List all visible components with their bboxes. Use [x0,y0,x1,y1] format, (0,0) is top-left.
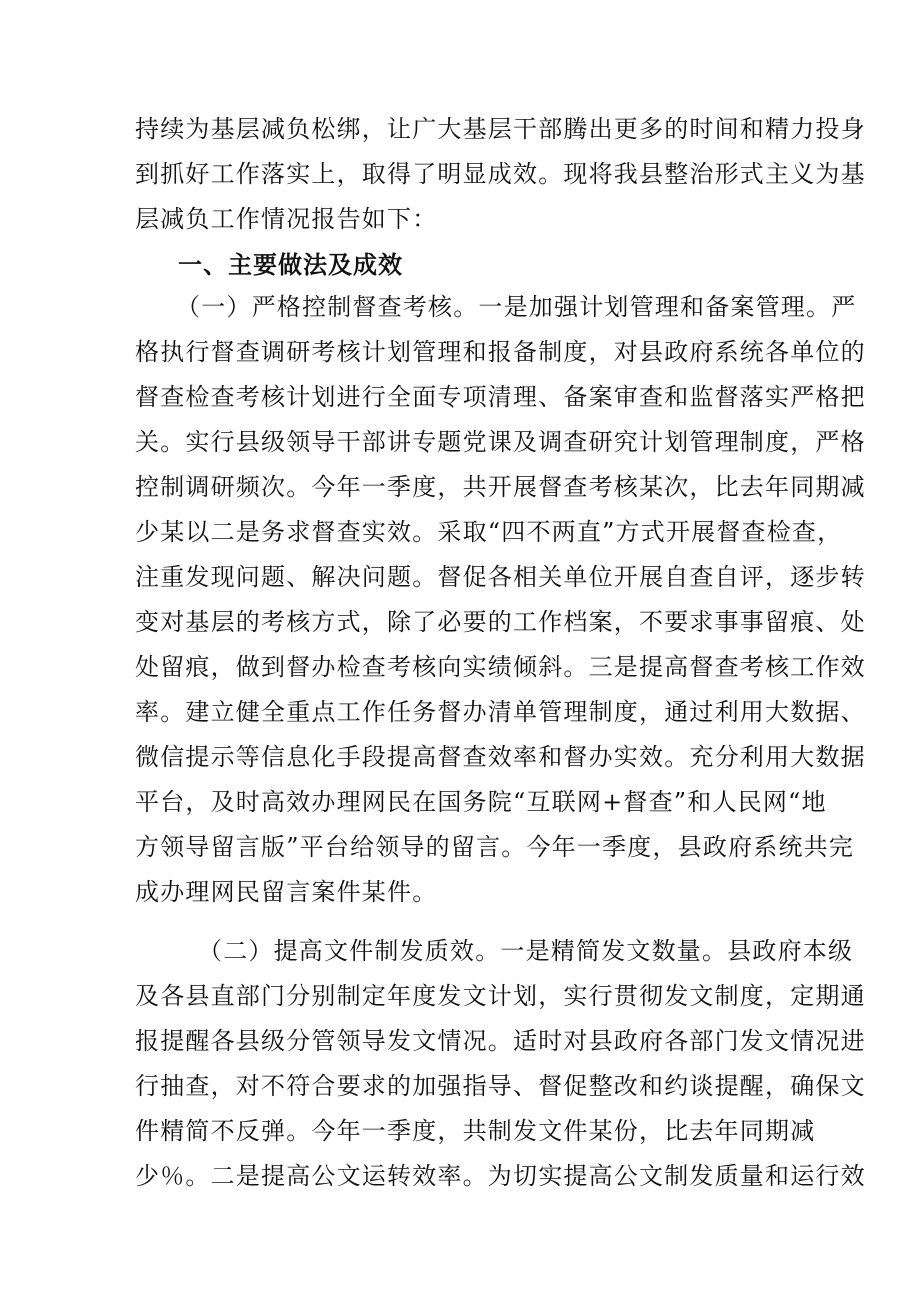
text-line: （二）提高文件制发质效。一是精简发文数量。县政府本级 [198,937,854,965]
text-line: 格执行督查调研考核计划管理和报备制度，对县政府系统各单位的 [135,338,866,366]
text-line: 少％。二是提高公文运转效率。为切实提高公文制发质量和运行效 [135,1162,866,1190]
text-line: 成办理网民留言案件某件。 [135,878,438,906]
text-line: 层减负工作情况报告如下： [135,205,438,233]
text-line: 及各县直部门分别制定年度发文计划，实行贯彻发文制度，定期通 [135,982,866,1010]
text-line: 少某以二是务求督查实效。采取“四不两直”方式开展督查检查， [135,518,843,546]
text-line: 处留痕，做到督办检查考核向实绩倾斜。三是提高督查考核工作效 [135,653,866,681]
text-line: 行抽查，对不符合要求的加强指导、督促整改和约谈提醒，确保文 [135,1072,866,1100]
text-line: 微信提示等信息化手段提高督查效率和督办实效。充分利用大数据 [135,743,866,771]
text-line: 持续为基层减负松绑，让广大基层干部腾出更多的时间和精力投身 [135,115,866,143]
text-line: 到抓好工作落实上，取得了明显成效。现将我县整治形式主义为基 [135,160,866,188]
text-line: （一）严格控制督查考核。一是加强计划管理和备案管理。严 [176,293,857,321]
text-line: 控制调研频次。今年一季度，共开展督查考核某次，比去年同期减 [135,473,866,501]
text-line: 注重发现问题、解决问题。督促各相关单位开展自查自评，逐步转 [135,563,866,591]
text-line: 率。建立健全重点工作任务督办清单管理制度，通过利用大数据、 [135,698,866,726]
text-line: 变对基层的考核方式，除了必要的工作档案，不要求事事留痕、处 [135,608,866,636]
text-line: 督查检查考核计划进行全面专项清理、备案审查和监督落实严格把 [135,383,866,411]
text-line: 关。实行县级领导干部讲专题党课及调查研究计划管理制度，严格 [135,428,866,456]
text-line: 方领导留言版”平台给领导的留言。今年一季度，县政府系统共完 [135,833,855,861]
text-line: 平台，及时高效办理网民在国务院“互联网+督查”和人民网“地 [135,788,827,816]
text-line: 件精简不反弹。今年一季度，共制发文件某份，比去年同期减 [135,1117,816,1145]
text-line: 报提醒各县级分管领导发文情况。适时对县政府各部门发文情况进 [135,1027,866,1055]
section-heading: 一、主要做法及成效 [178,251,403,279]
